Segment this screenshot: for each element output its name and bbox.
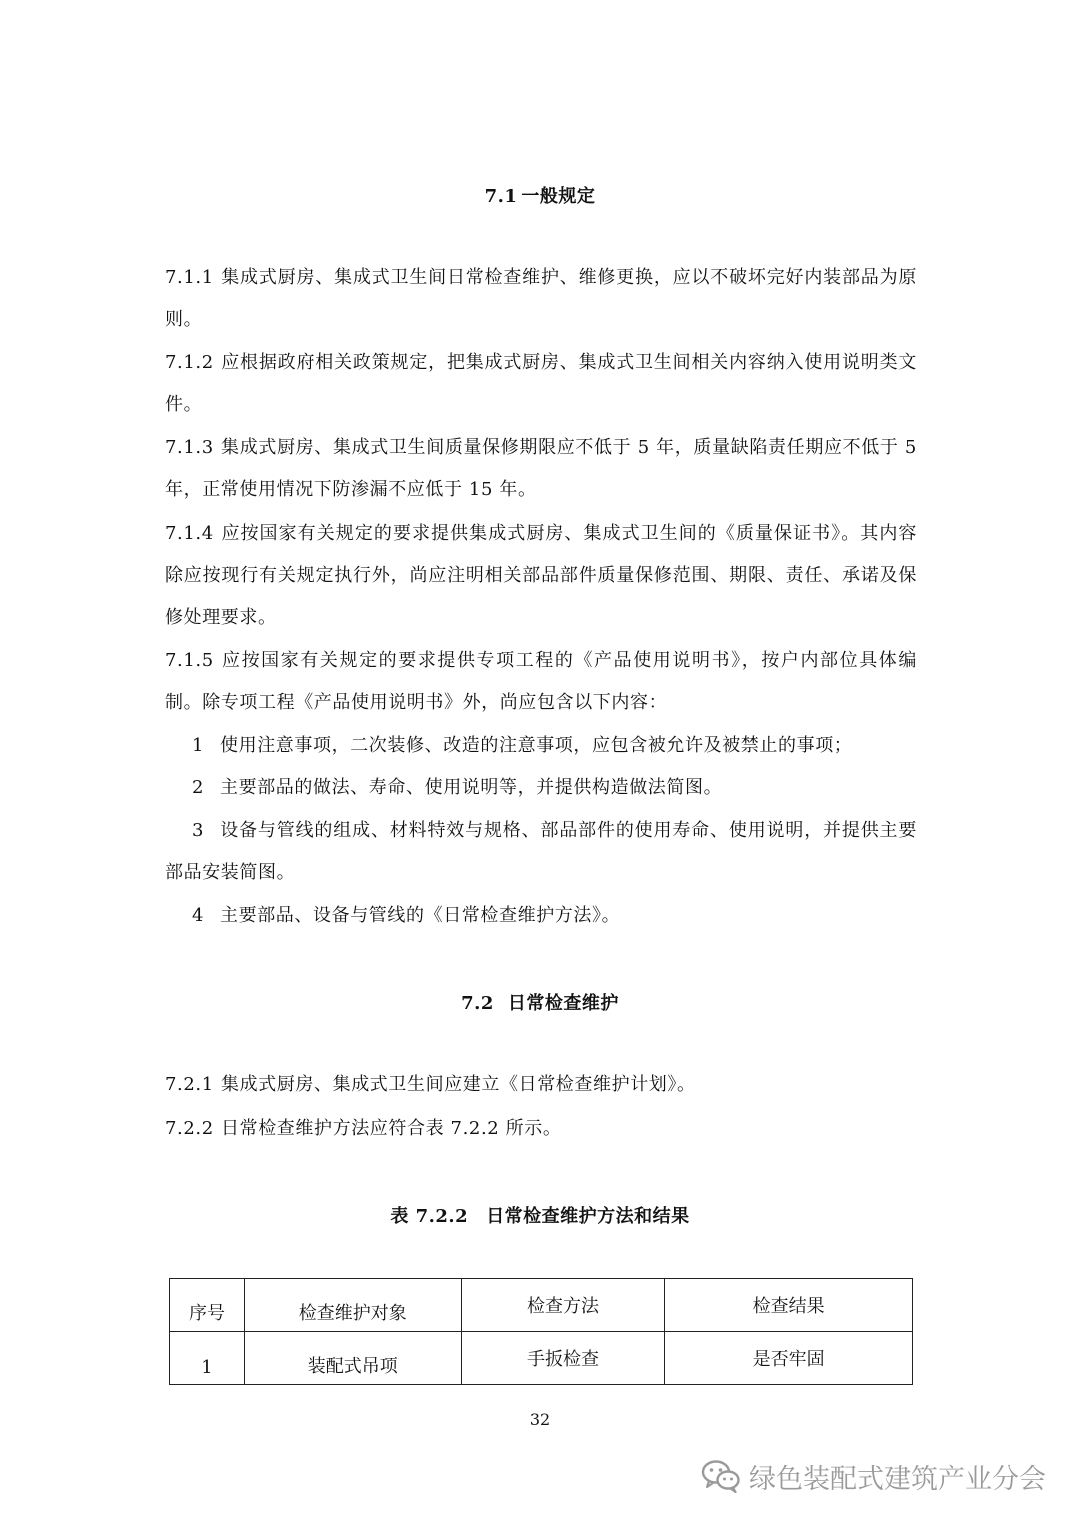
section-title-7-2: 7.2 日常检查维护 [461,993,619,1014]
maintenance-table [169,1278,913,1385]
table-header-row [170,1279,913,1332]
clause-text: 集成式厨房、集成式卫生间应建立《日常检查维护计划》。 [221,1074,696,1095]
clause-7-1-4 [165,513,917,639]
list-item-index: 3 [192,820,205,841]
list-item-index: 2 [192,777,205,798]
clause-7-2-1 [165,1064,917,1106]
header-object: 检查维护对象 [244,1279,461,1332]
cell-result: 是否牢固 [665,1332,913,1385]
clause-number: 7.2.2 [165,1118,214,1139]
table-caption: 表 7.2.2 日常检查维护方法和结果 [390,1206,690,1227]
section-title-7-1: 7.1 一般规定 [484,186,596,207]
clause-7-1-5 [165,640,917,724]
clause-number: 7.1.1 [165,267,214,288]
clause-text: 应按国家有关规定的要求提供集成式厨房、集成式卫生间的《质量保证书》。其内容除应按现行有关规定执行外，尚应注明相关部品部件质量保修范围、期限、责任、承诺及保修处理要求。 [165,523,917,628]
list-item-1 [165,725,917,767]
clause-text: 集成式厨房、集成式卫生间日常检查维护、维修更换，应以不破坏完好内装部品为原则。 [165,267,917,330]
list-item-2 [165,767,917,809]
wechat-icon [701,1459,741,1493]
clause-text: 应根据政府相关政策规定，把集成式厨房、集成式卫生间相关内容纳入使用说明类文件。 [165,352,917,415]
clause-text: 日常检查维护方法应符合表 7.2.2 所示。 [221,1118,562,1139]
clause-number: 7.1.5 [165,650,214,671]
clause-7-1-2 [165,342,917,426]
list-item-text: 使用注意事项，二次装修、改造的注意事项，应包含被允许及被禁止的事项； [220,735,853,756]
clause-number: 7.2.1 [165,1074,214,1095]
cell-index: 1 [170,1332,245,1385]
list-item-index: 4 [192,905,205,926]
table-row [170,1332,913,1385]
list-item-text: 主要部品、设备与管线的《日常检查维护方法》。 [220,905,621,926]
clause-text: 应按国家有关规定的要求提供专项工程的《产品使用说明书》，按户内部位具体编制。除专项工程《产品使用说明书》外，尚应包含以下内容： [165,650,917,713]
header-result: 检查结果 [665,1279,913,1332]
list-item-text: 主要部品的做法、寿命、使用说明等，并提供构造做法简图。 [220,777,723,798]
clause-text: 集成式厨房、集成式卫生间质量保修期限应不低于 5 年，质量缺陷责任期应不低于 5 年，正常使用情况下防渗漏不应低于 15 年。 [165,437,917,500]
clause-7-2-2 [165,1108,917,1150]
watermark [701,1456,1046,1496]
list-item-4 [165,895,917,937]
clause-number: 7.1.4 [165,523,214,544]
list-item-index: 1 [192,735,205,756]
clause-number: 7.1.2 [165,352,214,373]
watermark-text: 绿色装配式建筑产业分会 [749,1463,1046,1495]
clause-7-1-1 [165,257,917,341]
page-number: 32 [529,1410,551,1429]
list-item-3 [165,810,917,894]
list-item-text: 设备与管线的组成、材料特效与规格、部品部件的使用寿命、使用说明，并提供主要部品安装简图。 [165,820,917,883]
clause-7-1-3 [165,427,917,511]
cell-method: 手扳检查 [461,1332,665,1385]
header-index: 序号 [170,1279,245,1332]
clause-number: 7.1.3 [165,437,214,458]
header-method: 检查方法 [461,1279,665,1332]
cell-object: 装配式吊项 [244,1332,461,1385]
